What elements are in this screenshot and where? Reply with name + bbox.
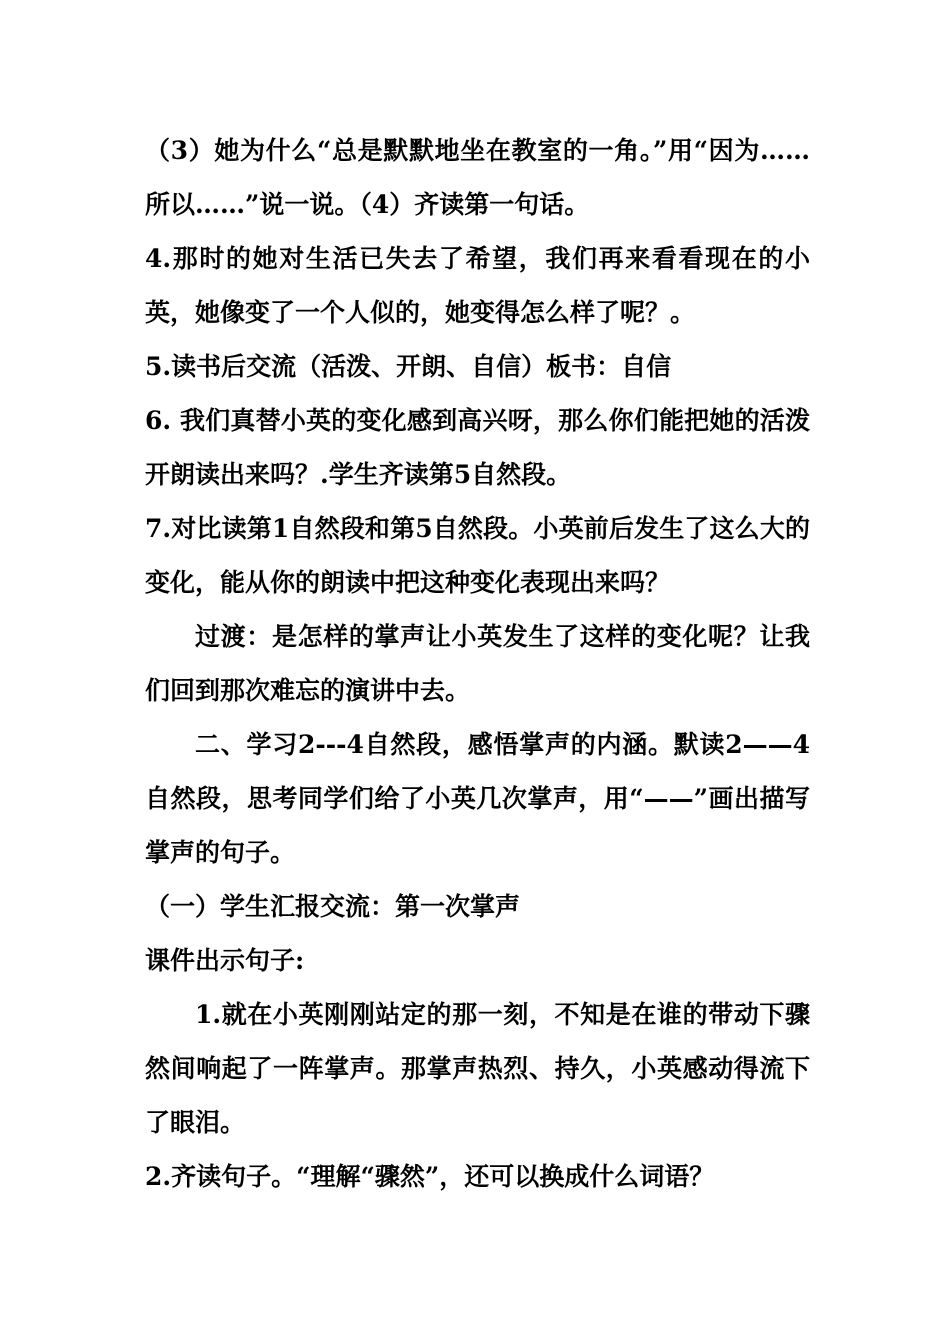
paragraph-sentence-1: 1.就在小英刚刚站定的那一刻，不知是在谁的带动下骤然间响起了一阵掌声。那掌声热烈、持久，小英感动得流下了眼泪。 [145, 1000, 810, 1137]
paragraph-transition: 过渡：是怎样的掌声让小英发生了这样的变化呢？让我们回到那次难忘的演讲中去。 [145, 622, 810, 705]
paragraph-section-two: 二、学习2---4自然段，感悟掌声的内涵。默读2——4自然段，思考同学们给了小英几次掌声，用“——”画出描写掌声的句子。 [145, 730, 810, 867]
paragraph-sentence-2: 2.齐读句子。“理解“骤然”，还可以换成什么词语？ [145, 1162, 715, 1191]
paragraph-question-3-4: （3）她为什么“总是默默地坐在教室的一角。”用“因为……所以……”说一说。（4）齐读第一句话。 [145, 136, 810, 219]
paragraph-first-applause-heading: （一）学生汇报交流：第一次掌声 [145, 892, 521, 921]
document-body [145, 124, 810, 1204]
paragraph-step-5: 5.读书后交流（活泼、开朗、自信）板书：自信 [145, 352, 672, 381]
paragraph-courseware-sentence: 课件出示句子: [145, 946, 305, 975]
paragraph-step-7: 7.对比读第1自然段和第5自然段。小英前后发生了这么大的变化，能从你的朗读中把这种变化表现出来吗？ [145, 514, 810, 597]
paragraph-step-6: 6. 我们真替小英的变化感到高兴呀，那么你们能把她的活泼开朗读出来吗？.学生齐读第5自然段。 [145, 406, 810, 489]
paragraph-step-4: 4.那时的她对生活已失去了希望，我们再来看看现在的小英，她像变了一个人似的，她变得怎么样了呢？。 [145, 244, 810, 327]
